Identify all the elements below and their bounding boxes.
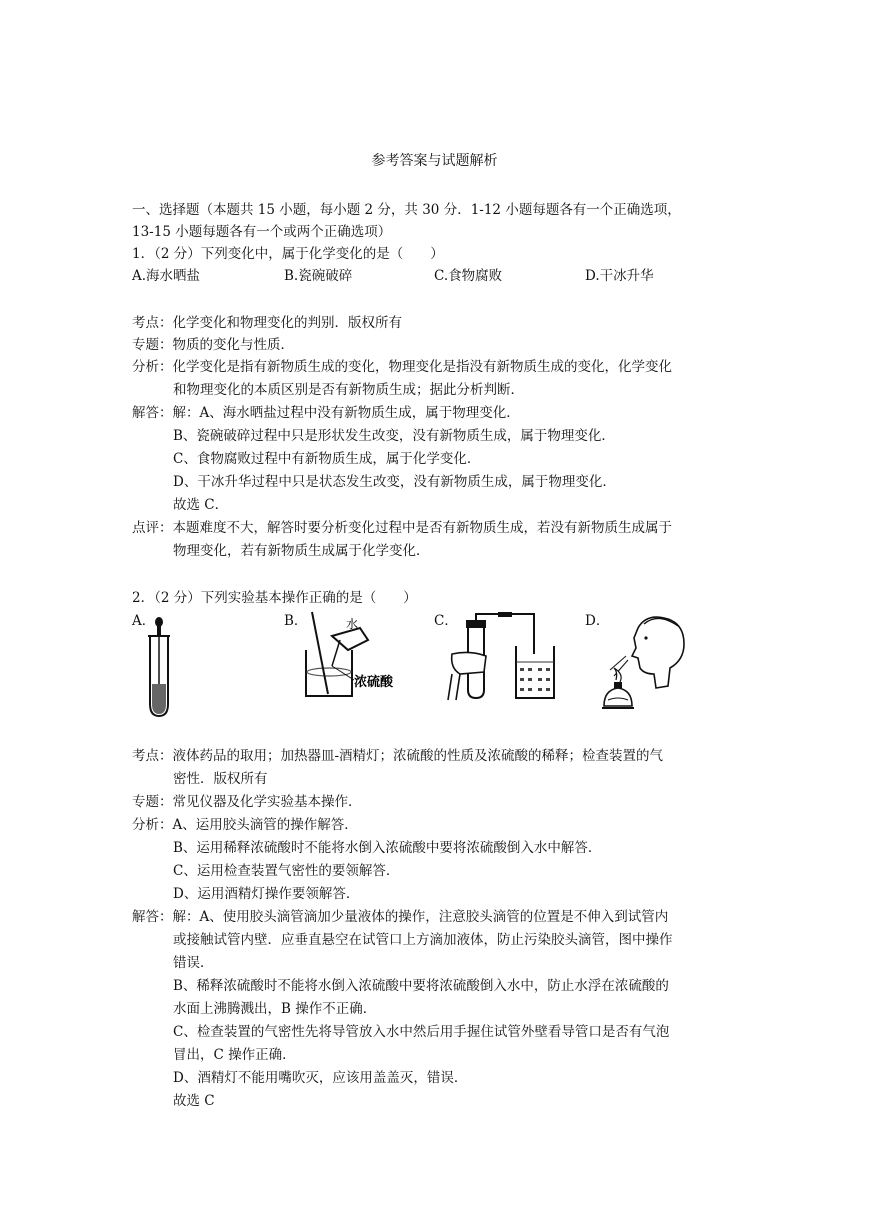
q2-jieda-line9: 故选 C bbox=[173, 1093, 215, 1109]
q1-fenxi-line1: 分析：化学变化是指有新物质生成的变化，物理变化是指没有新物质生成的变化，化学变化 bbox=[132, 359, 672, 375]
q1-jieda-line2: B、瓷碗破碎过程中只是形状发生改变，没有新物质生成，属于物理变化． bbox=[173, 428, 615, 444]
section-heading-line2: 13-15 小题每题各有一个或两个正确选项） bbox=[132, 224, 392, 240]
figure-b-water-label: 水 bbox=[346, 617, 359, 631]
q1-option-c: C.食物腐败 bbox=[434, 268, 503, 284]
q2-kaodian-line2: 密性．版权所有 bbox=[173, 771, 268, 787]
page-title: 参考答案与试题解析 bbox=[371, 153, 498, 169]
q2-fenxi-line3: C、运用检查装置气密性的要领解答． bbox=[173, 863, 400, 879]
q2-fenxi-line4: D、运用酒精灯操作要领解答． bbox=[173, 886, 360, 902]
q2-jieda-line2: 或接触试管内壁．应垂直悬空在试管口上方滴加液体，防止污染胶头滴管，图中操作 bbox=[173, 932, 673, 948]
q2-option-a: A． bbox=[132, 613, 156, 629]
q2-fenxi-line2: B、运用稀释浓硫酸时不能将水倒入浓硫酸中要将浓硫酸倒入水中解答． bbox=[173, 840, 602, 856]
q1-dianping-line1: 点评：本题难度不大，解答时要分析变化过程中是否有新物质生成，若没有新物质生成属于 bbox=[132, 520, 672, 536]
q2-jieda-line4: B、稀释浓硫酸时不能将水倒入浓硫酸中要将浓硫酸倒入水中，防止水浮在浓硫酸的 bbox=[173, 978, 669, 994]
figure-d-blowing-alcohol-lamp bbox=[598, 612, 694, 716]
q2-stem: 2．（2 分）下列实验基本操作正确的是（ ） bbox=[132, 590, 417, 606]
q2-jieda-line3: 错误． bbox=[173, 955, 214, 971]
q2-option-d: D． bbox=[585, 613, 610, 629]
q2-zhuanti: 专题：常见仪器及化学实验基本操作． bbox=[132, 794, 362, 810]
q2-fenxi-line1: 分析：A、运用胶头滴管的操作解答． bbox=[132, 817, 358, 833]
q1-stem: 1．（2 分）下列变化中，属于化学变化的是（ ） bbox=[132, 246, 444, 262]
q2-kaodian-line1: 考点：液体药品的取用；加热器皿-酒精灯；浓硫酸的性质及浓硫酸的稀释；检查装置的气 bbox=[132, 748, 664, 764]
figure-b-acid-label: 浓硫酸 bbox=[354, 675, 394, 690]
figure-b-diluting-acid bbox=[292, 610, 402, 702]
figure-a-dropper-in-test-tube bbox=[140, 612, 180, 720]
q2-jieda-line5: 水面上沸腾溅出，B 操作不正确． bbox=[173, 1001, 377, 1017]
q1-option-b: B.瓷碗破碎 bbox=[284, 268, 353, 284]
q2-jieda-line1: 解答：解：A、使用胶头滴管滴加少量液体的操作，注意胶头滴管的位置是不伸入到试管内 bbox=[132, 909, 669, 925]
q2-jieda-line8: D、酒精灯不能用嘴吹灭，应该用盖盖灭，错误． bbox=[173, 1070, 468, 1086]
q1-jieda-line4: D、干冰升华过程中只是状态发生改变，没有新物质生成，属于物理变化． bbox=[173, 474, 616, 490]
q1-option-d: D.干冰升华 bbox=[585, 268, 654, 284]
q1-jieda-line3: C、食物腐败过程中有新物质生成，属于化学变化． bbox=[173, 451, 481, 467]
q1-kaodian: 考点：化学变化和物理变化的判别．版权所有 bbox=[132, 315, 402, 331]
q1-option-a: A.海水晒盐 bbox=[132, 268, 201, 284]
section-heading-line1: 一、选择题（本题共 15 小题，每小题 2 分，共 30 分．1-12 小题每题各有一个正确选项， bbox=[132, 202, 681, 218]
q2-option-c: C． bbox=[434, 613, 458, 629]
q1-dianping-line2: 物理变化，若有新物质生成属于化学变化． bbox=[173, 543, 430, 559]
q1-fenxi-line2: 和物理变化的本质区别是否有新物质生成；据此分析判断． bbox=[173, 382, 524, 398]
q2-jieda-line6: C、检查装置的气密性先将导管放入水中然后用手握住试管外壁看导管口是否有气泡 bbox=[173, 1024, 670, 1040]
q1-jieda-line5: 故选 C． bbox=[173, 497, 229, 513]
q1-jieda-line1: 解答：解：A、海水晒盐过程中没有新物质生成，属于物理变化． bbox=[132, 405, 520, 421]
q2-jieda-line7: 冒出，C 操作正确． bbox=[173, 1047, 296, 1063]
figure-c-airtightness-check bbox=[446, 612, 564, 704]
q1-zhuanti: 专题：物质的变化与性质． bbox=[132, 337, 294, 353]
q2-option-b: B． bbox=[284, 613, 308, 629]
